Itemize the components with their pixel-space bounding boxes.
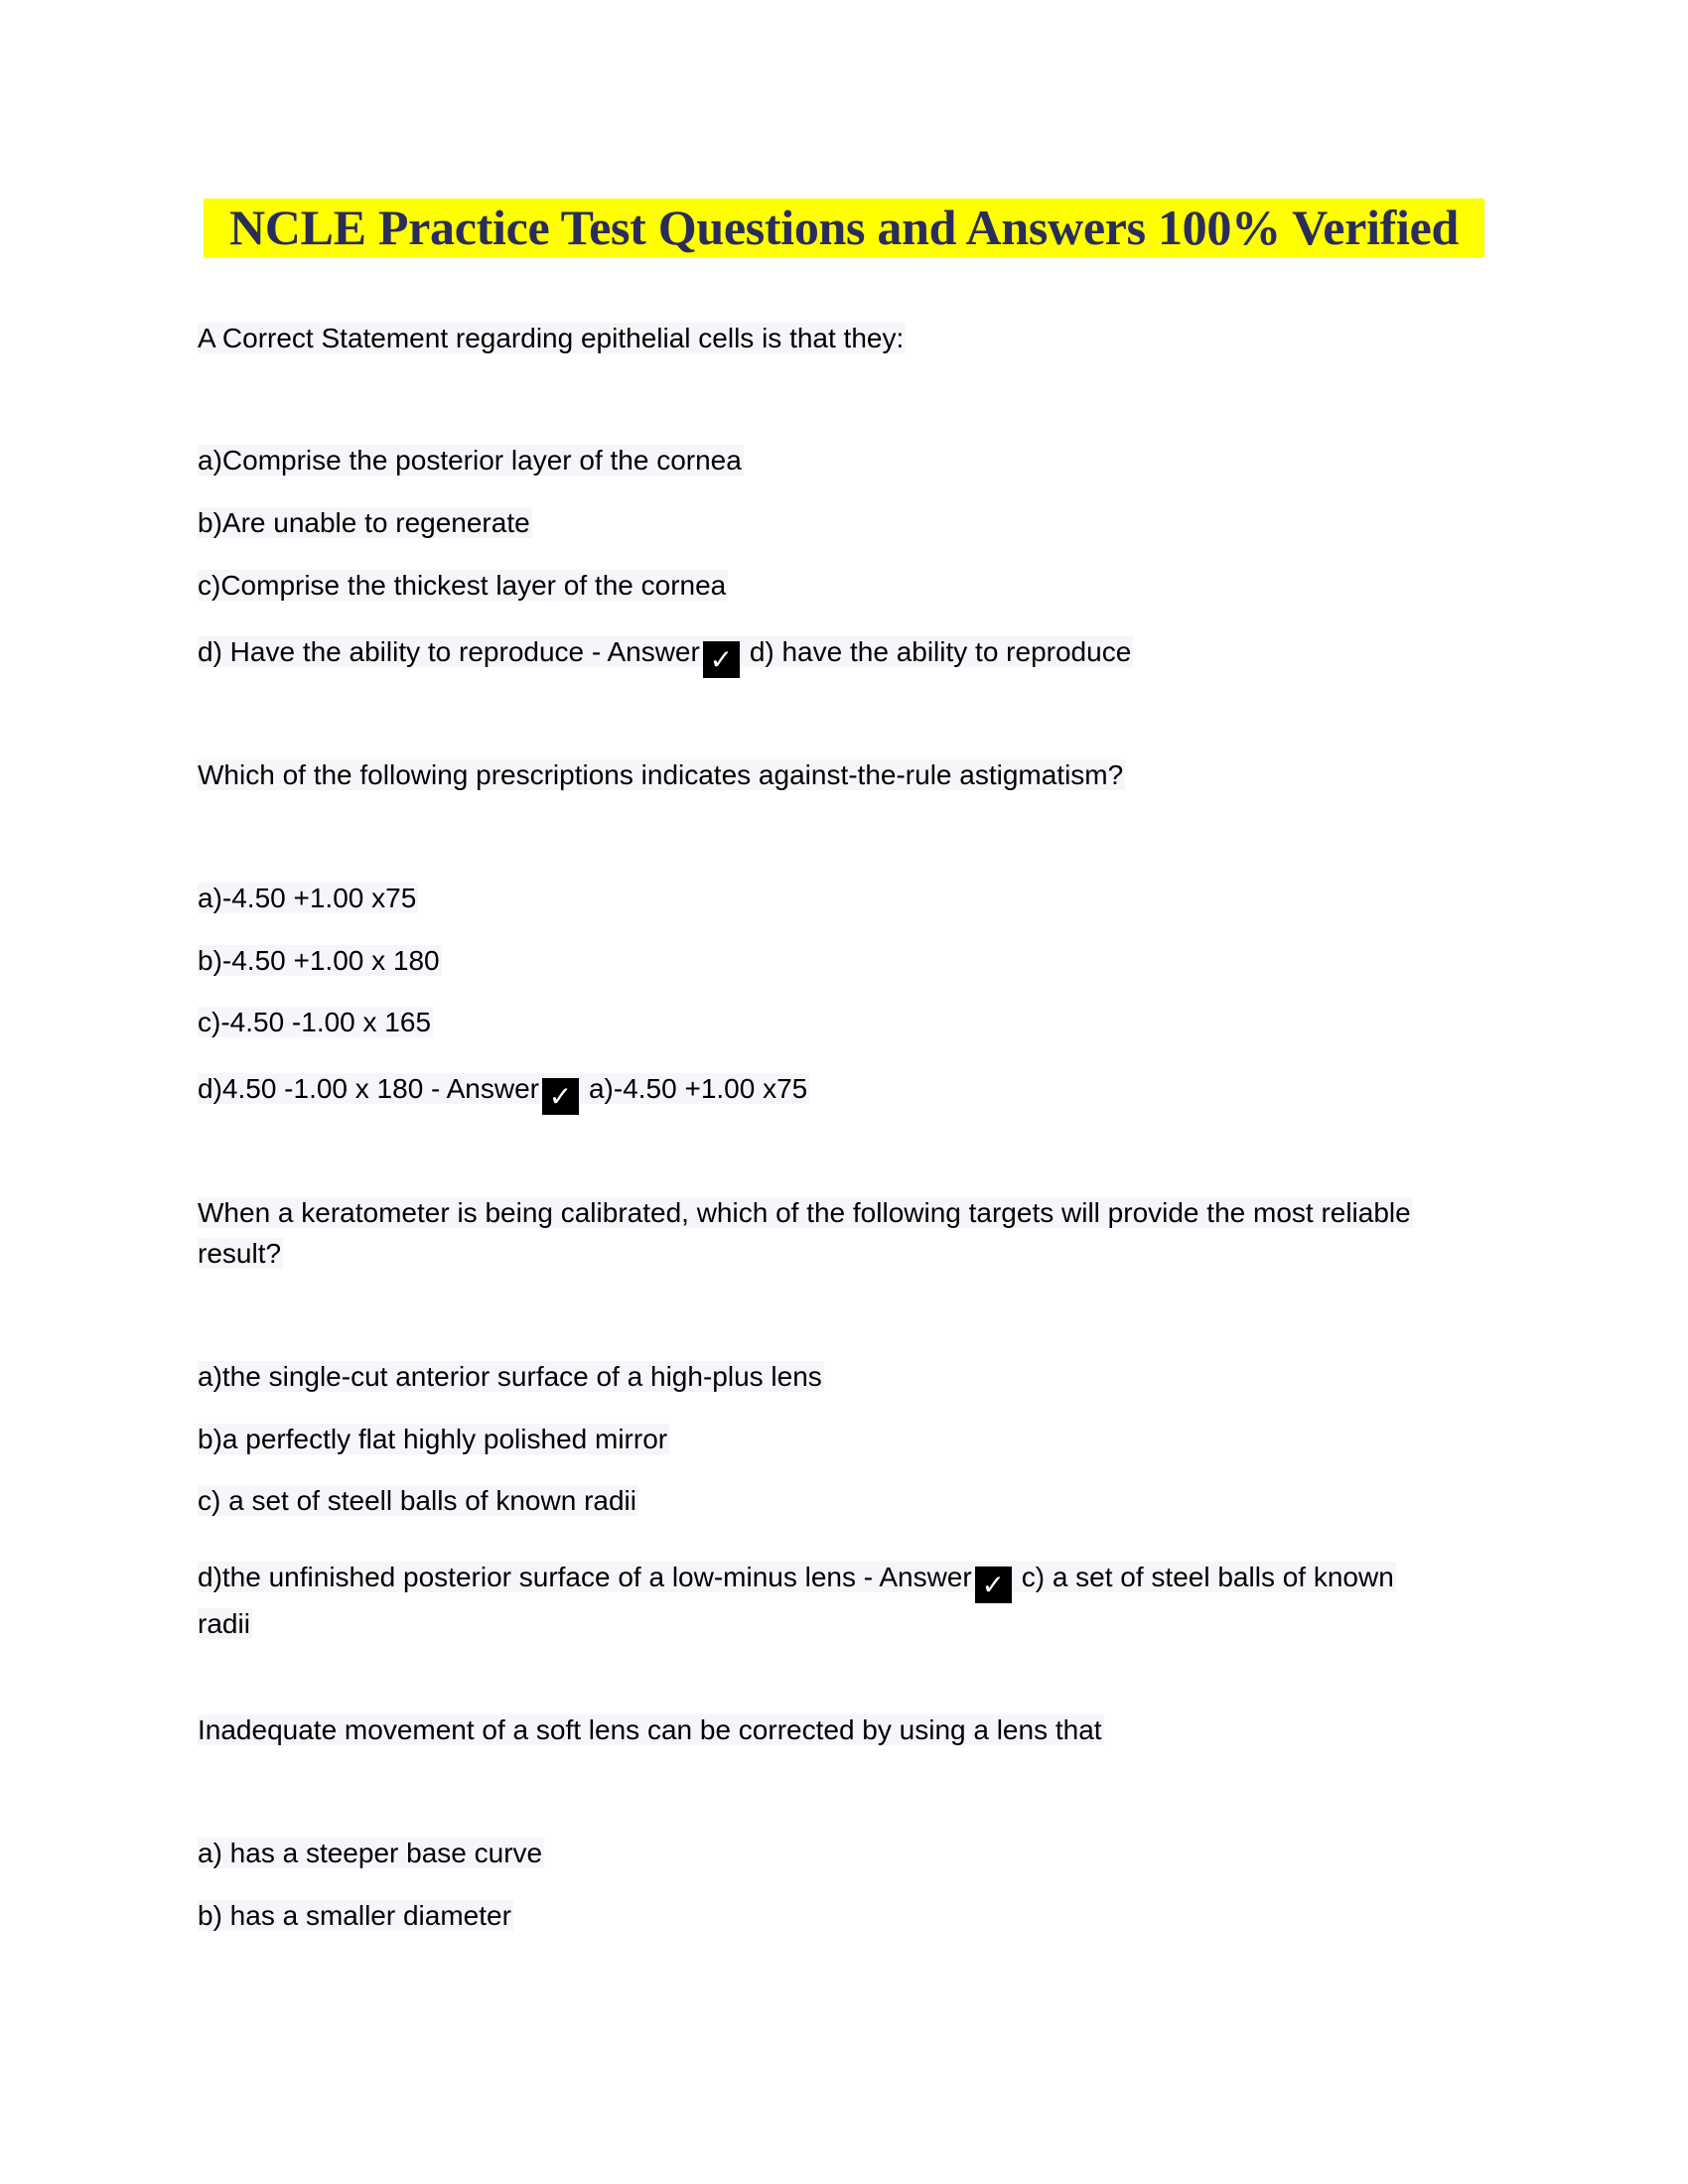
question-3-answer: c) a set of steel balls of known radii [198,1562,1394,1639]
question-4-option-b: b) has a smaller diameter [198,1900,511,1931]
question-1-prompt: A Correct Statement regarding epithelial cells is that they: [198,323,905,353]
check-box-icon: ✓ [975,1567,1012,1603]
question-2-option-d-answer: d)4.50 -1.00 x 180 - Answer ✓ a)-4.50 +1.00 x75 [198,1073,808,1113]
question-3-prompt: When a keratometer is being calibrated, which of the following targets will provide the most reliable result? [198,1197,1411,1269]
question-4-prompt: Inadequate movement of a soft lens can be corrected by using a lens that [198,1714,1102,1745]
question-3-option-c: c) a set of steell balls of known radii [198,1485,636,1516]
question-2-option-c: c)-4.50 -1.00 x 165 [198,1007,432,1037]
question-2-option-b: b)-4.50 +1.00 x 180 [198,945,440,976]
question-1-option-a: a)Comprise the posterior layer of the cornea [198,445,742,476]
question-1-answer: d) have the ability to reproduce [749,636,1132,667]
question-2-option-a: a)-4.50 +1.00 x75 [198,883,417,913]
question-4-option-a: a) has a steeper base curve [198,1838,543,1868]
question-1-option-c: c)Comprise the thickest layer of the cornea [198,570,727,601]
question-2-answer: a)-4.50 +1.00 x75 [588,1073,808,1104]
question-2-prompt: Which of the following prescriptions indicates against-the-rule astigmatism? [198,759,1124,790]
check-box-icon: ✓ [542,1078,579,1115]
check-box-icon: ✓ [703,641,740,678]
question-1-option-d-answer: d) Have the ability to reproduce - Answer ✓ d) have the ability to reproduce [198,636,1132,676]
document-title: NCLE Practice Test Questions and Answers 100% Verified [204,199,1484,257]
question-3-option-a: a)the single-cut anterior surface of a high-plus lens [198,1361,822,1392]
question-3-option-b: b)a perfectly flat highly polished mirror [198,1424,668,1454]
question-1-option-b: b)Are unable to regenerate [198,507,530,538]
question-3-option-d-answer: d)the unfinished posterior surface of a low-minus lens - Answer ✓ c) a set of steel balls of known radii [198,1562,1394,1639]
